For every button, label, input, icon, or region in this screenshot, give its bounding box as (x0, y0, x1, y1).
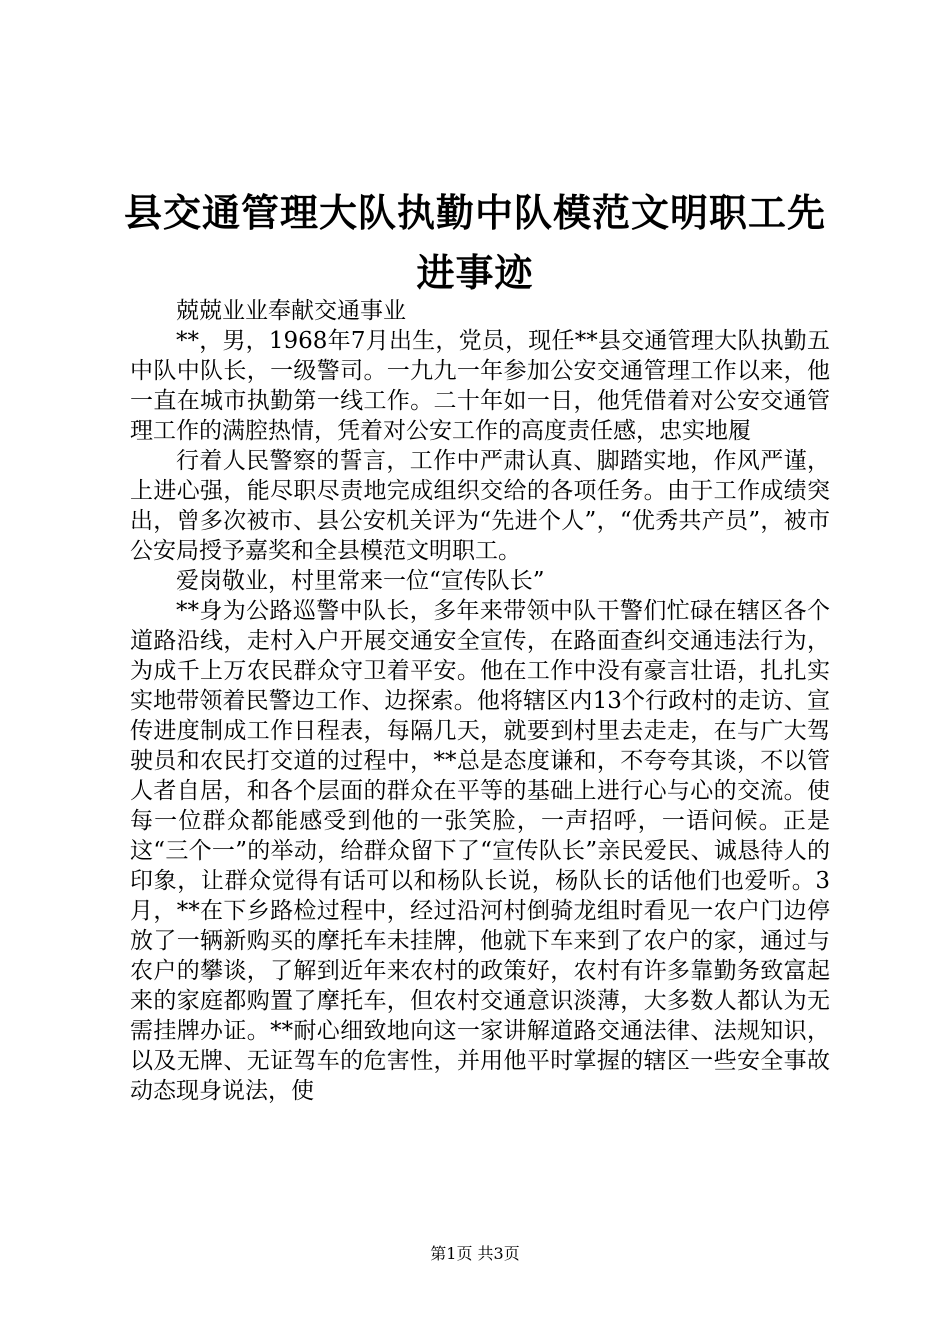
paragraph: **，男，1968年7月出生，党员，现任**县交通管理大队执勤五中队中队长，一级警司。一九九一年参加公安交通管理工作以来，他一直在城市执勤第一线工作。二十年如一日，他凭借着对公安交通管理工作的满腔热情，凭着对公安工作的高度责任感，忠实地履 (130, 328, 830, 444)
paragraph: 行着人民警察的誓言，工作中严肃认真、脚踏实地，作风严谨，上进心强，能尽职尽责地完成组织交给的各项任务。由于工作成绩突出，曾多次被市、县公安机关评为“先进个人”，“优秀共产员”，被市公安局授予嘉奖和全县模范文明职工。 (130, 448, 830, 564)
paragraph: **身为公路巡警中队长，多年来带领中队干警们忙碌在辖区各个道路沿线，走村入户开展交通安全宣传，在路面查纠交通违法行为，为成千上万农民群众守卫着平安。他在工作中没有豪言壮语，扎扎实实地带领着民警边工作、边探索。他将辖区内13个行政村的走访、宣传进度制成工作日程表，每隔几天，就要到村里去走走，在与广大驾驶员和农民打交道的过程中，**总是态度谦和，不夸夸其谈，不以管人者自居，和各个层面的群众在平等的基础上进行心与心的交流。使每一位群众都能感受到他的一张笑脸，一声招呼，一语问候。正是这“三个一”的举动，给群众留下了“宣传队长”亲民爱民、诚恳待人的印象，让群众觉得有话可以和杨队长说，杨队长的话他们也爱听。3月，**在下乡路检过程中，经过沿河村倒骑龙组时看见一农户门边停放了一辆新购买的摩托车未挂牌，他就下车来到了农户的家，通过与农户的攀谈，了解到近年来农村的政策好，农村有许多靠勤务致富起来的家庭都购置了摩托车，但农村交通意识淡薄，大多数人都认为无需挂牌办证。**耐心细致地向这一家讲解道路交通法律、法规知识，以及无牌、无证驾车的危害性，并用他平时掌握的辖区一些安全事故动态现身说法，使 (130, 598, 830, 1104)
document-title: 县交通管理大队执勤中队模范文明职工先进事迹 (123, 190, 826, 296)
page-footer: 第1页 共3页 (430, 1244, 520, 1263)
paragraph-heading-2: 爱岗敬业，村里常来一位“宣传队长” (176, 568, 545, 594)
paragraph-heading-1: 兢兢业业奉献交通事业 (176, 298, 406, 324)
document-body (130, 296, 830, 1106)
